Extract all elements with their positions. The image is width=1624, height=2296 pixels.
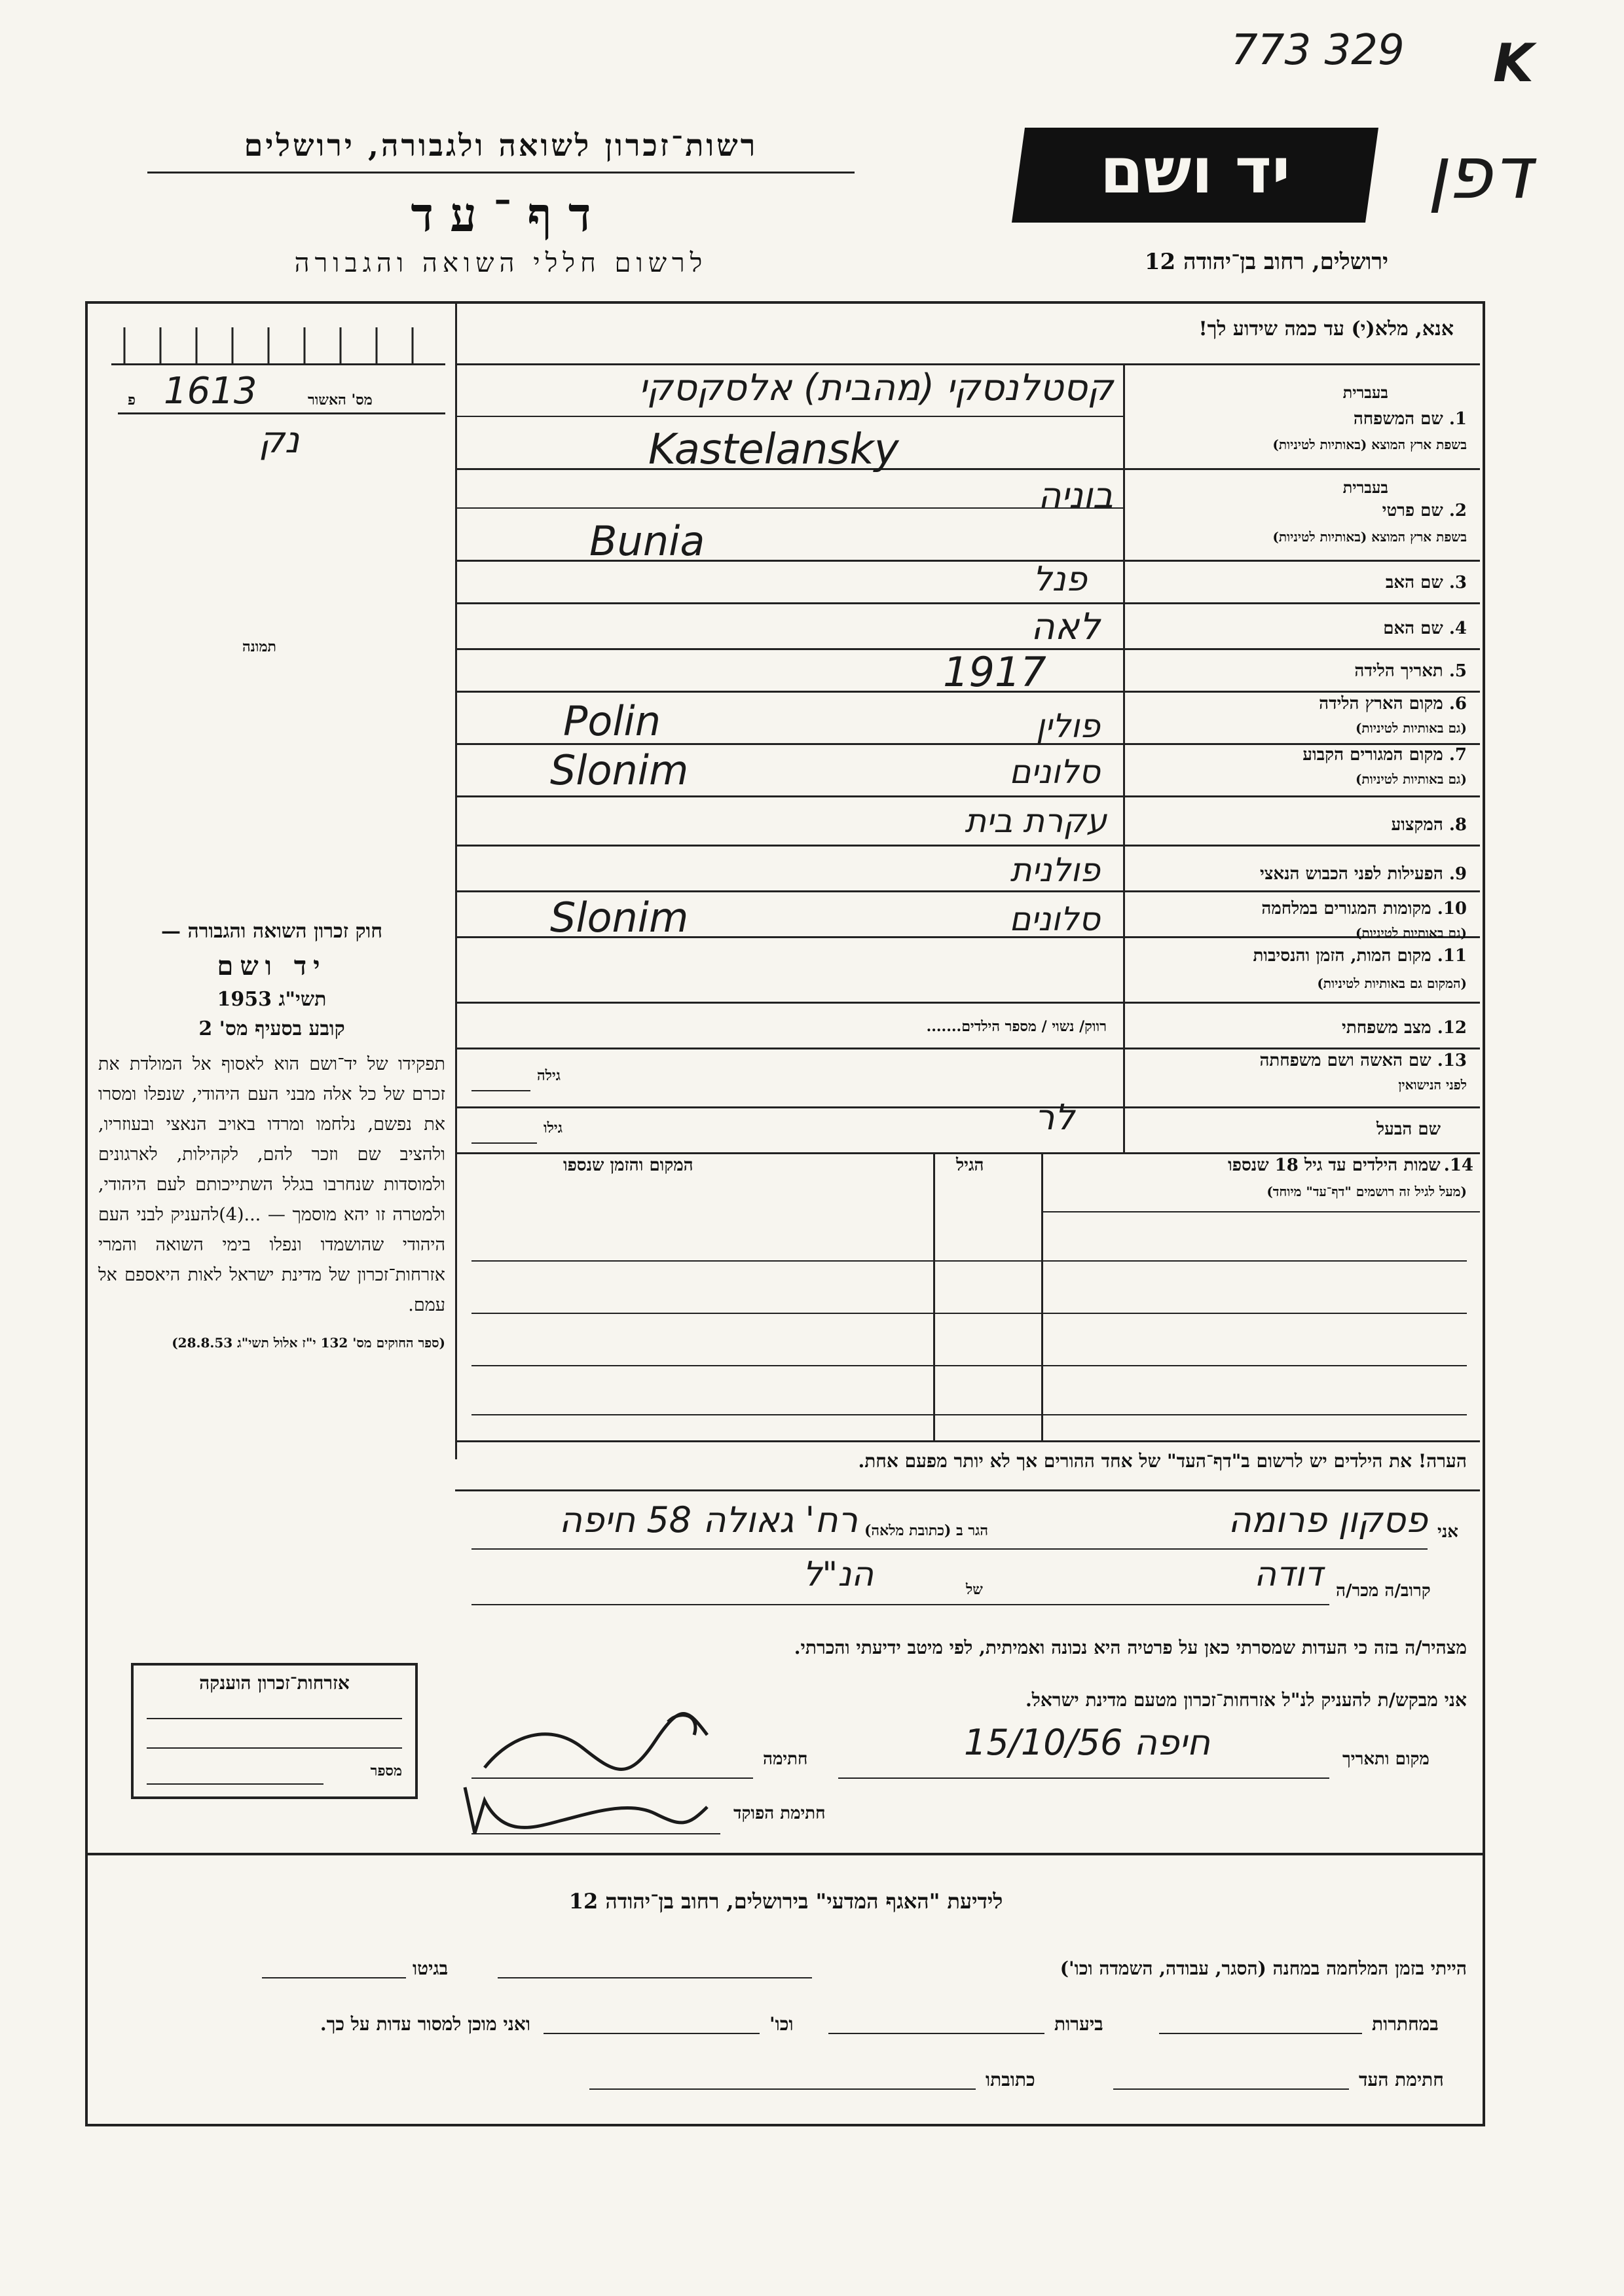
field-12-num: 12. [1437, 1018, 1467, 1038]
stamp-box-title: אזרחות־זכרון הוענקה [199, 1672, 350, 1694]
officer-signature [458, 1761, 720, 1853]
field-12-label [1342, 1018, 1467, 1038]
left-column-divider [455, 304, 457, 1459]
field-2-label [1382, 501, 1467, 520]
row-rule [455, 1106, 1480, 1108]
bottom-title: לידיעת "האגף המדעי" בירושלים, רחוב בן־יהודה 12 [568, 1889, 1003, 1914]
bottom-line2-end: ואני מוכן למסור עדות על כך. [320, 2013, 530, 2035]
field-3-text: שם האב [1385, 573, 1443, 592]
wartime-residence-hebrew: סלונים [1009, 900, 1100, 938]
wife-age-rule [471, 1090, 530, 1091]
row-rule [455, 602, 1480, 604]
registration-label: מס' האשור [308, 392, 373, 409]
form-title: ד ף ־ ע ד [411, 187, 591, 242]
field-3-label [1386, 573, 1467, 592]
field-8-num: 8. [1449, 815, 1467, 835]
declarant-i-label: אני [1437, 1522, 1458, 1542]
field-10-text: מקומות המגורים במלחמה [1261, 899, 1431, 919]
field-6-text: מקום הארץ הלידה [1319, 694, 1443, 714]
profession: עקרת בית [965, 802, 1107, 840]
law-name: יד ושם [217, 951, 327, 981]
field-5-text: תאריך הלידה [1354, 661, 1443, 681]
relation-label: קרוב/ה מכר/ה [1336, 1581, 1431, 1601]
bottom-line3-a-rule [1113, 2088, 1349, 2090]
children-row-rule [471, 1260, 1467, 1262]
relation-rule [471, 1604, 1329, 1605]
signature-label: חתימה [763, 1749, 808, 1769]
field-7-label [1302, 745, 1467, 765]
authority-underline [147, 172, 855, 173]
field-1-lang: בעברית [1342, 383, 1388, 402]
bottom-section-rule [85, 1853, 1483, 1855]
stamp-box-number-label: מספר [370, 1762, 402, 1779]
field-2-sub: בשפת ארץ המוצא (באותיות לטיניות) [1272, 529, 1467, 545]
field-1-sub: בשפת ארץ המוצא (באותיות לטיניות) [1272, 437, 1467, 452]
bottom-line3-b-rule [589, 2088, 976, 2090]
corner-hand-note: דפן [1428, 131, 1532, 215]
husband-age-label: גילו [544, 1120, 563, 1137]
law-gazette: (ספר החוקים מס' 132 י"ז אלול תשי"ג 28.8.53) [172, 1335, 445, 1351]
field-4-label [1383, 619, 1467, 638]
field-2-lang: בעברית [1342, 478, 1388, 497]
registration-rule [118, 412, 445, 414]
bottom-line2-a: במחתרות [1372, 2013, 1439, 2035]
children-col-divider [1041, 1152, 1043, 1440]
father-name: פנל [1033, 560, 1087, 599]
field-8-label [1392, 815, 1467, 835]
field-11-num: 11. [1437, 946, 1467, 966]
field-13-sub: לפני הנישואין [1398, 1077, 1467, 1093]
logo-text: יד ושם [1099, 134, 1291, 208]
row-rule [455, 890, 1480, 892]
birthplace-latin: Polin [563, 697, 661, 745]
children-row-rule [471, 1414, 1467, 1415]
bottom-line2-c-rule [544, 2033, 760, 2034]
row-rule [455, 468, 1480, 470]
law-body: תפקידו של יד־ושם הוא לאסוף אל המולדת את זכרם של כל אלה מבני העם היהודי, שנפלו ומסרו את נפשם, נלחמו ומרדו באויב הנאצי ובעוזריו, ולהציב שם וזכר להם, לקהילות, לארגונים ולמוסדות שנחרבו בגלל השתייכותם לעם היהודי, ולמטרה זו יהא מוסמך — ...(4)להעניק לבני העם היהודי שהושמדו ונפלו בימי השואה והמרי אזרחות־זכרון של מדינת ישראל לאות היאספם אל עמם. [98, 1054, 445, 1315]
registration-hand-note: נק [259, 419, 300, 462]
bottom-line2-a-rule [1159, 2033, 1362, 2034]
field-3-num: 3. [1449, 573, 1467, 592]
row-rule [455, 1002, 1480, 1004]
field-7-num: 7. [1449, 745, 1467, 765]
field-1-label [1354, 409, 1467, 429]
law-clause: קובע בסעיף מס' 2 [198, 1017, 345, 1040]
citizenship-stamp-box [131, 1663, 418, 1799]
residence-latin: Slonim [550, 746, 689, 794]
field-4-text: שם האם [1383, 619, 1443, 638]
registration-number: 1613 [164, 370, 257, 412]
bottom-line1: הייתי בזמן המלחמה במחנה (הסגר, עבודה, השמדה וכו') [1060, 1958, 1467, 1979]
signature-scribble-icon [458, 1761, 720, 1853]
note: הערה! את הילדים יש לרשום ב"דף־העד" של אחד ההורים אך לא יותר מפעם אחת. [858, 1450, 1467, 1472]
place-date-rule [838, 1777, 1329, 1779]
of-label: של [966, 1581, 983, 1598]
law-text [98, 920, 445, 1351]
field-12-text: מצב משפחתי [1342, 1018, 1431, 1038]
field-7-text: מקום המגורים הקבוע [1302, 745, 1443, 765]
law-year: תשי"ג 1953 [217, 988, 327, 1011]
row-rule [455, 1152, 1480, 1154]
stamp-box-rule [147, 1747, 402, 1749]
birthplace-hebrew: פולין [1035, 707, 1100, 745]
field-8-text: המקצוע [1391, 815, 1443, 835]
children-age-header: הגיל [956, 1156, 984, 1175]
wartime-residence-latin: Slonim [550, 894, 689, 941]
field-11-sub: (המקום גם באותיות לטיניות) [1317, 975, 1467, 991]
place-date: חיפה 15/10/56 [963, 1722, 1211, 1763]
request-text: אני מבקש/ת להעניק לנ"ל אזרחות־זכרון מטעם מדינת ישראל. [1025, 1689, 1467, 1711]
first-name-hebrew: בוניה [1038, 475, 1113, 516]
place-date-label: מקום ותאריך [1342, 1749, 1430, 1769]
field-13-num: 13. [1437, 1051, 1467, 1070]
bottom-line2-b-rule [828, 2033, 1044, 2034]
field-2-text: שם פרטי [1382, 501, 1443, 520]
children-row-rule [471, 1365, 1467, 1366]
field-7-sub: (גם באותיות לטיניות) [1355, 771, 1467, 787]
instructions-rule [455, 363, 1480, 365]
bottom-line1-end: בגיטו [413, 1958, 449, 1979]
field-6-sub: (גם באותיות לטיניות) [1355, 720, 1467, 736]
bottom-line3-b: כתובתו [986, 2069, 1035, 2090]
resides-label: הגר ב (כתובת מלאה) [864, 1522, 989, 1539]
of-value: הנ"ל [802, 1555, 874, 1594]
children-row-rule [471, 1313, 1467, 1314]
mother-name: לאה [1031, 606, 1100, 648]
bottom-line1-end-rule [262, 1977, 406, 1978]
label-column-divider [1123, 363, 1125, 1152]
corner-mark: K [1493, 33, 1534, 94]
bottom-line3-a: חתימת העד [1359, 2069, 1444, 2090]
law-title: חוק זכרון השואה והגבורה — [161, 920, 382, 943]
stamp-box-number-rule [147, 1783, 323, 1785]
field-9-num: 9. [1449, 864, 1467, 884]
field-13-text: שם האשה ושם משפחתה [1259, 1051, 1431, 1070]
field-10-sub: (גם באותיות לטיניות) [1355, 925, 1467, 941]
field-2-num: 2. [1449, 501, 1467, 520]
tick-marks-icon [111, 324, 445, 363]
children-col-divider [933, 1152, 935, 1440]
declaration-text: מצהיר/ה בזה כי העדות שמסרתי כאן על פרטיה היא נכונה ואמיתית, לפי מיטב ידיעתי והכרתי. [794, 1637, 1467, 1658]
row-rule [455, 845, 1480, 847]
children-place-header: המקום והזמן שנספו [563, 1156, 693, 1175]
husband-age-rule [471, 1142, 537, 1144]
field-5-num: 5. [1449, 661, 1467, 681]
children-bottom-rule [455, 1440, 1480, 1442]
family-name-latin: Kastelansky [648, 426, 899, 474]
field-5-label [1354, 661, 1467, 681]
field-1-num: 1. [1449, 409, 1467, 429]
wife-age-label: גילה [537, 1067, 561, 1084]
birth-date: 1917 [943, 648, 1046, 696]
field-1-text: שם המשפחה [1353, 409, 1443, 429]
authority-title: רשות־זכרון לשואה ולגבורה, ירושלים [244, 128, 758, 163]
address-rule [471, 1548, 1428, 1550]
children-header [1048, 1156, 1473, 1175]
row-rule [455, 1048, 1480, 1049]
children-header-rule [1041, 1211, 1480, 1212]
husband-value: לר [1035, 1097, 1075, 1138]
photo-label: תמונה [242, 638, 276, 655]
registration-number-suffix: פ [128, 392, 136, 409]
field-11-label [1253, 946, 1467, 966]
field-4-num: 4. [1449, 619, 1467, 638]
relation-value: דודה [1254, 1555, 1323, 1594]
bottom-line2-c: וכו' [769, 2013, 794, 2035]
officer-signature-label: חתימת הפוקד [733, 1804, 826, 1823]
stamp-box-rule [147, 1718, 402, 1719]
first-name-latin: Bunia [589, 517, 705, 565]
yad-vashem-logo [1012, 128, 1378, 223]
declarant-address: רח' גאולה 58 חיפה [559, 1499, 858, 1540]
children-header-sub: (מעל לגיל זה רושמים "דף־עד" מיוחד) [1266, 1184, 1467, 1199]
bottom-line2-b: ביערות [1054, 2013, 1103, 2035]
field-10-num: 10. [1437, 899, 1467, 919]
row-rule [455, 416, 1123, 417]
field-6-label [1319, 694, 1467, 714]
field-9-text: הפעילות לפני הכבוש הנאצי [1259, 864, 1443, 884]
archive-number: 773 329 [1231, 26, 1405, 75]
pre-war-activity: פולנית [1010, 851, 1100, 889]
row-rule [455, 795, 1480, 797]
registration-ticks [111, 324, 445, 365]
residence-hebrew: סלונים [1009, 753, 1100, 791]
declarant-name: פסקון פרומה [1228, 1499, 1428, 1540]
family-name-hebrew: קסטלנסקי (מהבית) אלסקסקי [638, 367, 1113, 409]
marital-options: רווק/ נשוי / מספר הילדים....... [926, 1018, 1107, 1035]
field-13-label [1259, 1051, 1467, 1070]
instructions: אנא, מלא(י) עד כמה שידוע לך! [1198, 318, 1454, 340]
field-11-text: מקום המות, הזמן והנסיבות [1253, 946, 1431, 966]
bottom-line1-rule [498, 1977, 812, 1978]
children-header-text: שמות הילדים עד גיל 18 שנספו [1228, 1156, 1441, 1175]
field-9-label [1260, 864, 1467, 884]
note-rule [455, 1489, 1480, 1491]
husband-label: שם הבעל [1376, 1120, 1441, 1139]
address-line: ירושלים, רחוב בן־יהודה 12 [1144, 249, 1388, 275]
field-6-num: 6. [1449, 694, 1467, 714]
field-10-label [1261, 899, 1467, 919]
form-subtitle: לרשום חללי השואה והגבורה [294, 248, 708, 278]
children-num: 14. [1443, 1156, 1473, 1175]
